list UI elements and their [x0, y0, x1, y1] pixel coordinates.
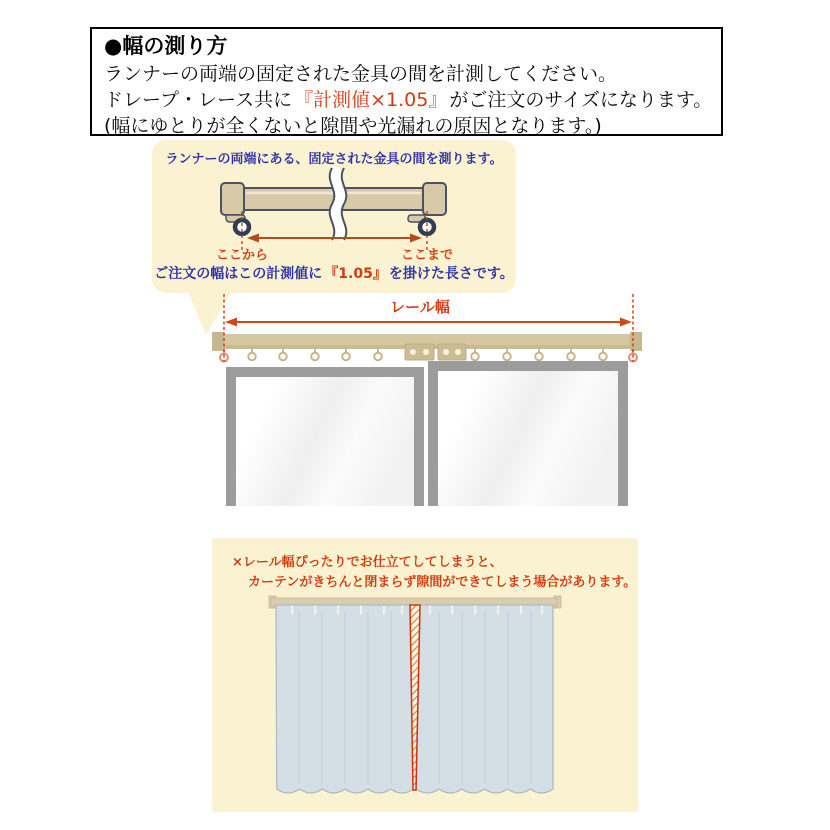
rail-end-cap-left [221, 183, 244, 215]
instruction-line-3: (幅にゆとりが全くないと隙間や光漏れの原因となります。) [104, 115, 602, 137]
measure-to-label: ここまで [400, 248, 453, 263]
caption-bottom-pre: ご注文の幅はこの計測値に [154, 266, 323, 282]
multiplier-highlight: 『1.05』 [324, 266, 387, 282]
instruction-line-2-post: がご注文のサイズになります。 [449, 89, 713, 111]
measure-from-label: ここから [215, 248, 268, 263]
window-left [226, 367, 424, 506]
rail-end-cap-right [423, 183, 446, 215]
rail-break [336, 168, 341, 240]
page-title: ●幅の測り方 [104, 34, 228, 58]
bubble-caption-top: ランナーの両端にある、固定された金具の間を測ります。 [165, 152, 503, 167]
instruction-line-2-pre: ドレープ・レース共に [104, 89, 293, 111]
instructions-box [90, 27, 723, 136]
window-right [428, 361, 628, 506]
instruction-line-2 [104, 87, 721, 113]
rail-width-label: レール幅 [390, 298, 450, 316]
rail-cap-left [212, 332, 224, 351]
instruction-line-1: ランナーの両端の固定された金具の間を計測してください。 [104, 63, 618, 85]
caption-bottom-post: を掛けた長さです。 [388, 266, 514, 282]
warning-line-2: カーテンがきちんと閉まらず隙間ができてしまう場合があります。 [248, 575, 637, 590]
bubble-caption-bottom [152, 263, 516, 283]
rail-width-illustration [205, 292, 650, 372]
warning-line-1: ×レール幅ぴったりでお仕立てしてしまうと、 [232, 555, 503, 570]
size-formula-highlight: 『計測値×1.05』 [294, 89, 448, 111]
curtain-gap-illustration [263, 588, 567, 806]
rail-cap-right [630, 332, 642, 351]
